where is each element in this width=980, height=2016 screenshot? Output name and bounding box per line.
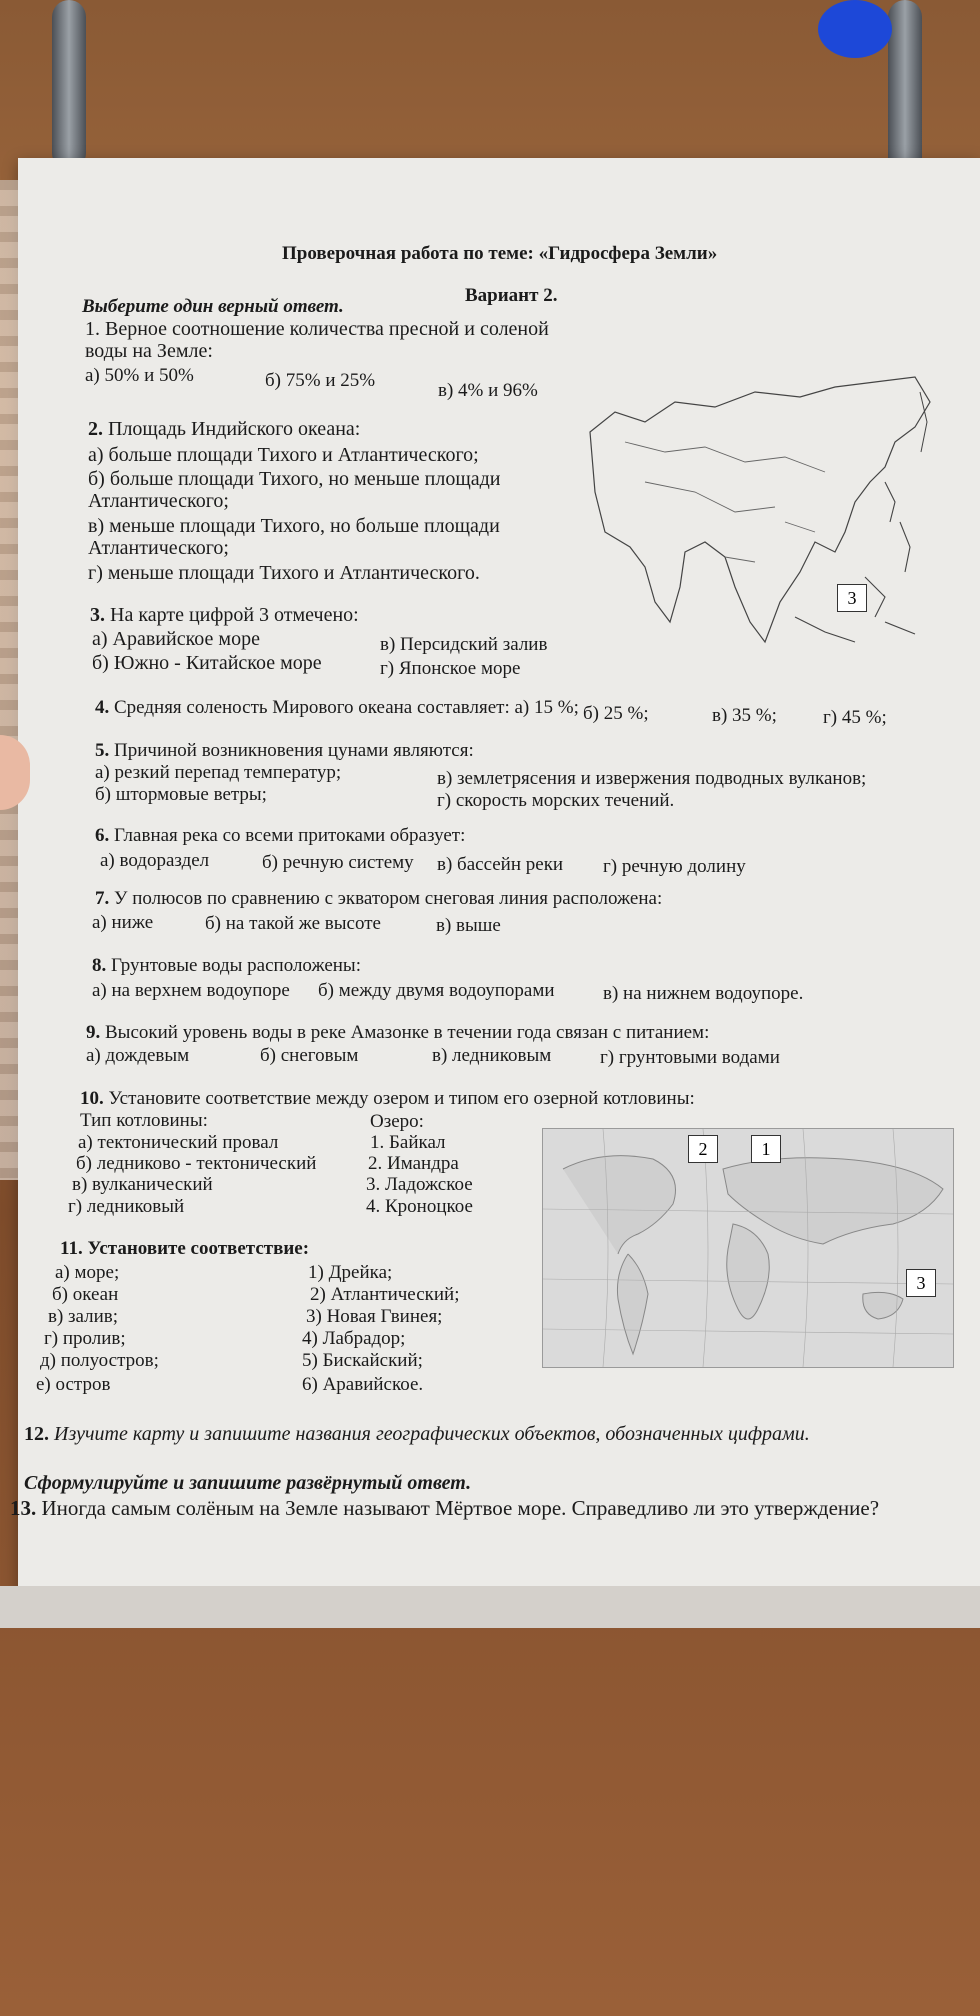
q5-option-d: г) скорость морских течений. — [437, 790, 675, 811]
q10-right-item: 2. Имандра — [368, 1153, 459, 1174]
q2-text: Площадь Индийского океана: — [108, 418, 361, 440]
q9-option-d: г) грунтовыми водами — [600, 1047, 780, 1068]
q3-option-b: б) Южно - Китайское море — [92, 652, 322, 674]
q6-option-d: г) речную долину — [603, 856, 746, 877]
q1-option-c: в) 4% и 96% — [438, 380, 538, 401]
q8-option-a: а) на верхнем водоупоре — [92, 980, 290, 1001]
q5-option-c: в) землетрясения и извержения подводных вулканов; — [437, 768, 867, 789]
q5-text: Причиной возникновения цунами являются: — [114, 740, 474, 761]
q11-left-item: д) полуостров; — [40, 1350, 159, 1371]
q6-question — [95, 825, 465, 847]
q5-question — [95, 740, 474, 762]
q13-number: 13. — [10, 1496, 37, 1520]
q9-question — [86, 1022, 709, 1044]
q5-number: 5. — [95, 740, 110, 761]
q2-option-b-line1: б) больше площади Тихого, но меньше площади — [88, 468, 501, 490]
q2-option-d: г) меньше площади Тихого и Атлантического. — [88, 562, 480, 584]
q10-text: Установите соответствие между озером и типом его озерной котловины: — [108, 1088, 695, 1109]
q3-text: На карте цифрой 3 отмечено: — [110, 604, 359, 626]
world-map-label-2: 2 — [688, 1135, 718, 1163]
q11-title: 11. Установите соответствие: — [60, 1238, 310, 1259]
binder-edge — [0, 180, 18, 1180]
q6-option-c: в) бассейн реки — [437, 854, 564, 875]
q10-left-item: г) ледниковый — [68, 1196, 185, 1217]
q1-line1: 1. Верное соотношение количества пресной и соленой — [85, 318, 549, 340]
worksheet-variant: Вариант 2. — [465, 285, 558, 306]
q2-option-c-line1: в) меньше площади Тихого, но больше площади — [88, 515, 500, 537]
q7-option-c: в) выше — [436, 915, 501, 936]
q13-question — [10, 1497, 879, 1519]
q11-right-item: 5) Бискайский; — [302, 1350, 423, 1371]
world-map-label-1: 1 — [751, 1135, 781, 1163]
q7-question — [95, 888, 662, 910]
q10-left-item: а) тектонический провал — [78, 1132, 279, 1153]
worksheet-title: Проверочная работа по теме: «Гидросфера Земли» — [282, 243, 718, 264]
q10-left-item: б) ледниково - тектонический — [76, 1153, 317, 1174]
section-extended: Сформулируйте и запишите развёрнутый ответ. — [24, 1472, 472, 1494]
q7-option-a: а) ниже — [92, 912, 154, 933]
q7-number: 7. — [95, 888, 110, 909]
q9-text: Высокий уровень воды в реке Амазонке в течении года связан с питанием: — [105, 1022, 710, 1043]
q6-option-b: б) речную систему — [262, 852, 414, 873]
q8-question — [92, 955, 361, 977]
section-choose-one: Выберите один верный ответ. — [82, 296, 344, 317]
q2-question — [88, 418, 360, 440]
q2-option-a: а) больше площади Тихого и Атлантического; — [88, 444, 479, 466]
q6-text: Главная река со всеми притоками образует: — [114, 825, 466, 846]
q8-number: 8. — [92, 955, 107, 976]
q8-option-b: б) между двумя водоупорами — [318, 980, 555, 1001]
q10-right-item: 1. Байкал — [370, 1132, 446, 1153]
q4-option-c: в) 35 %; — [712, 705, 777, 726]
q11-left-item: е) остров — [36, 1374, 111, 1395]
q11-right-item: 1) Дрейка; — [308, 1262, 393, 1283]
q6-number: 6. — [95, 825, 110, 846]
q8-option-c: в) на нижнем водоупоре. — [603, 983, 804, 1004]
world-outline-map — [543, 1129, 953, 1367]
q5-option-a: а) резкий перепад температур; — [95, 762, 342, 783]
q10-right-item: 3. Ладожское — [366, 1174, 473, 1195]
q5-option-b: б) штормовые ветры; — [95, 784, 267, 805]
q10-left-item: в) вулканический — [72, 1174, 213, 1195]
q11-left-item: г) пролив; — [44, 1328, 126, 1349]
q4-option-b: б) 25 %; — [583, 703, 649, 724]
q3-question — [90, 604, 359, 626]
q10-right-item: 4. Кроноцкое — [366, 1196, 473, 1217]
q2-number: 2. — [88, 418, 103, 440]
q3-option-a: а) Аравийское море — [92, 628, 260, 650]
q3-number: 3. — [90, 604, 105, 626]
q4-option-d: г) 45 %; — [823, 707, 887, 728]
paper-stack-edge — [0, 1586, 980, 1628]
q10-right-heading: Озеро: — [370, 1111, 424, 1132]
q9-option-b: б) снеговым — [260, 1045, 359, 1066]
q11-left-item: а) море; — [55, 1262, 120, 1283]
q9-option-c: в) ледниковым — [432, 1045, 552, 1066]
q9-number: 9. — [86, 1022, 101, 1043]
world-map-label-3: 3 — [906, 1269, 936, 1297]
q10-question — [80, 1088, 695, 1110]
asia-outline-map — [585, 372, 937, 670]
q11-right-item: 3) Новая Гвинея; — [306, 1306, 443, 1327]
q12-text: Изучите карту и запишите названия географических объектов, обозначенных цифрами. — [54, 1423, 810, 1445]
q11-left-item: б) океан — [52, 1284, 119, 1305]
chair-knob — [818, 0, 892, 58]
asia-map-label-3: 3 — [837, 584, 867, 612]
q7-text: У полюсов по сравнению с экватором снеговая линия расположена: — [114, 888, 663, 909]
chair-frame-left — [52, 0, 86, 170]
q8-text: Грунтовые воды расположены: — [111, 955, 361, 976]
q4-question — [95, 697, 579, 719]
q3-option-c: в) Персидский залив — [380, 634, 548, 655]
q12-number: 12. — [24, 1423, 49, 1445]
q1-line2: воды на Земле: — [85, 340, 213, 362]
q7-option-b: б) на такой же высоте — [205, 913, 381, 934]
q13-text: Иногда самым солёным на Земле называют Мёртвое море. Справедливо ли это утверждение? — [41, 1496, 880, 1520]
q11-left-item: в) залив; — [48, 1306, 119, 1327]
world-map — [542, 1128, 954, 1368]
q1-option-a: а) 50% и 50% — [85, 365, 194, 386]
q3-option-d: г) Японское море — [380, 658, 521, 679]
q4-number: 4. — [95, 697, 110, 718]
asia-map — [585, 372, 937, 670]
q2-option-b-line2: Атлантического; — [88, 490, 229, 512]
q6-option-a: а) водораздел — [100, 850, 210, 871]
q10-left-heading: Тип котловины: — [80, 1110, 208, 1131]
q2-option-c-line2: Атлантического; — [88, 537, 229, 559]
q11-right-item: 6) Аравийское. — [302, 1374, 424, 1395]
q1-option-b: б) 75% и 25% — [265, 370, 376, 391]
q4-text: Средняя соленость Мирового океана составляет: а) 15 %; — [114, 697, 579, 718]
q11-right-item: 2) Атлантический; — [310, 1284, 460, 1305]
q12-question — [24, 1423, 810, 1445]
q9-option-a: а) дождевым — [86, 1045, 190, 1066]
q10-number: 10. — [80, 1088, 104, 1109]
q11-right-item: 4) Лабрадор; — [302, 1328, 406, 1349]
